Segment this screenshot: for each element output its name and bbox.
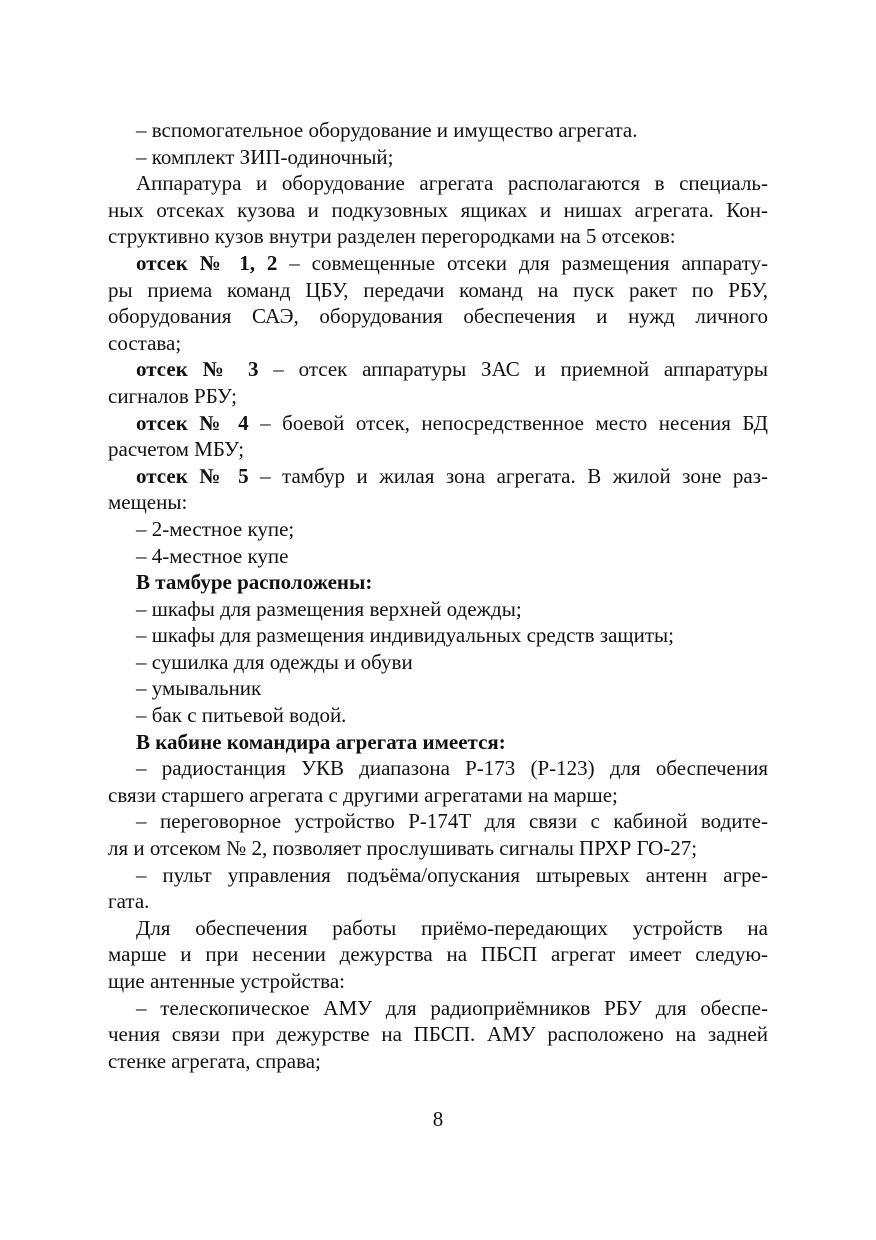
list-item: – бак с питьевой водой.	[136, 703, 347, 728]
paragraph-line: структивно кузов внутри разделен перегородками на 5 отсеков:	[108, 224, 676, 249]
compartment-label: отсек № 3	[136, 357, 259, 382]
list-item-continuation: чения связи при дежурстве на ПБСП. АМУ расположено на задней	[108, 1022, 768, 1047]
list-item: – 2-местное купе;	[136, 516, 295, 541]
paragraph-line: оборудования САЭ, оборудования обеспечения и нужд личного	[108, 304, 768, 329]
paragraph-line: состава;	[108, 330, 182, 355]
compartment-4-line: отсек № 4 – боевой отсек, непосредственное место несения БД	[136, 410, 768, 435]
paragraph-line: сигналов РБУ;	[108, 383, 237, 408]
paragraph-line: Аппаратура и оборудование агрегата располагаются в специаль-	[136, 171, 768, 196]
section-heading: В кабине командира агрегата имеется:	[136, 729, 506, 754]
page-number: 8	[432, 1107, 444, 1131]
list-item: – телескопическое АМУ для радиоприёмников РБУ для обеспе-	[136, 995, 768, 1020]
list-item-continuation: стенке агрегата, справа;	[108, 1048, 321, 1073]
compartment-label: отсек № 1, 2	[136, 250, 278, 275]
compartment-3-line: отсек № 3 – отсек аппаратуры ЗАС и приемной аппаратуры	[136, 357, 768, 382]
paragraph-line: ры приема команд ЦБУ, передачи команд на пуск ракет по РБУ,	[108, 277, 768, 302]
document-page	[108, 117, 768, 1074]
section-heading: В тамбуре расположены:	[136, 570, 373, 595]
list-item: – комплект ЗИП-одиночный;	[136, 144, 394, 169]
compartment-1-2-line: отсек № 1, 2 – совмещенные отсеки для размещения аппарату-	[136, 250, 768, 275]
list-item: – пульт управления подъёма/опускания штыревых антенн агре-	[136, 862, 768, 887]
list-item: – шкафы для размещения индивидуальных средств защиты;	[136, 623, 674, 648]
list-item: – умывальник	[136, 676, 262, 701]
list-item: – сушилка для одежды и обуви	[136, 649, 413, 674]
paragraph-line: марше и при несении дежурства на ПБСП агрегат имеет следую-	[108, 942, 768, 967]
paragraph-line: мещены:	[108, 490, 188, 515]
compartment-label: отсек № 5	[136, 463, 249, 488]
list-item-continuation: связи старшего агрегата с другими агрегатами на марше;	[108, 782, 618, 807]
list-item: – переговорное устройство Р-174Т для связи с кабиной водите-	[136, 809, 768, 834]
paragraph-line: расчетом МБУ;	[108, 437, 245, 462]
compartment-label: отсек № 4	[136, 410, 249, 435]
compartment-5-line: отсек № 5 – тамбур и жилая зона агрегата. В жилой зоне раз-	[136, 463, 768, 488]
paragraph-line: ных отсеках кузова и подкузовных ящиках и нишах агрегата. Кон-	[108, 197, 768, 222]
paragraph-line: Для обеспечения работы приёмо-передающих устройств на	[136, 915, 768, 940]
list-item: – радиостанция УКВ диапазона Р-173 (Р-123) для обеспечения	[136, 756, 768, 781]
list-item-continuation: ля и отсеком № 2, позволяет прослушивать сигналы ПРХР ГО-27;	[108, 836, 698, 861]
paragraph-line: щие антенные устройства:	[108, 969, 345, 993]
list-item-continuation: гата.	[108, 889, 150, 914]
list-item: – шкафы для размещения верхней одежды;	[136, 596, 522, 621]
list-item: – вспомогательное оборудование и имущество агрегата.	[136, 118, 638, 142]
list-item: – 4-местное купе	[136, 543, 289, 568]
